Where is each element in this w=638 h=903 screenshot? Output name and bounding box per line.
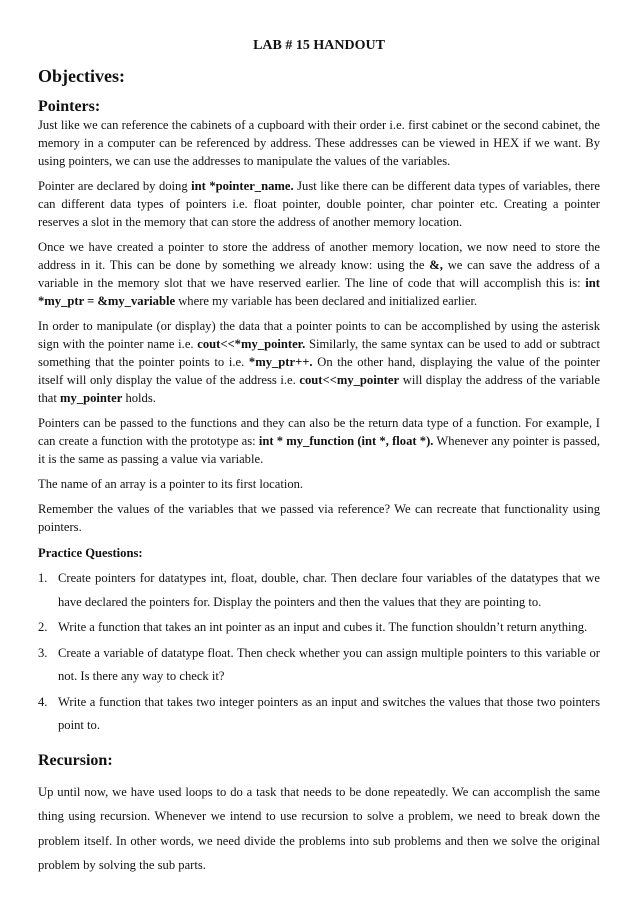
pointers-paragraph-4: In order to manipulate (or display) the data that a pointer points to can be accomplished by using the asterisk sign with the pointer name i.e. cout<<*my_pointer. Similarly, the same syntax can be used to add or subtract something that the pointer points to i.e. *my_ptr++. On the other hand, displaying the value of the pointer itself will only display the value of the address i.e. cout<<my_pointer will display the address of the variable that my_pointer holds. <box>38 319 600 405</box>
pointers-paragraph-1: Just like we can reference the cabinets of a cupboard with their order i.e. first cabinet or the second cabinet, the memory in a computer can be referenced by address. These addresses can be viewed in HEX if we want. By using pointers, we can use the addresses to manipulate the values of the variables. <box>38 118 600 168</box>
print-pointer-code: cout<<my_pointer <box>299 373 400 387</box>
list-item: 4. Write a function that takes two integer pointers as an input and switches the values that those two pointers point to. <box>38 694 600 732</box>
pointer-name-code: my_pointer <box>60 391 123 405</box>
pointers-paragraph-7: Remember the values of the variables that we passed via reference? We can recreate that functionality using pointers. <box>38 502 600 534</box>
function-prototype-code: int * my_function (int *, float *). <box>258 434 434 448</box>
practice-questions-list <box>38 567 600 738</box>
list-item: 3. Create a variable of datatype float. Then check whether you can assign multiple pointers to this variable or not. Is there any way to check it? <box>38 645 600 683</box>
list-item: 2. Write a function that takes an int pointer as an input and cubes it. The function shouldn’t return anything. <box>38 620 588 634</box>
pointers-heading: Pointers: <box>38 98 101 115</box>
list-item: 1. Create pointers for datatypes int, float, double, char. Then declare four variables of the datatypes that we have declared the pointers for. Display the pointers and then the values that they are pointing to. <box>38 571 600 609</box>
document-page <box>38 38 600 885</box>
pointers-paragraph-3: Once we have created a pointer to store the address of another memory location, we now need to store the address in it. This can be done by something we already know: using the &, we can save the address of a variable in the memory slot that we have reserved earlier. The line of code that will accomplish this is: int *my_ptr = &my_variable where my variable has been declared and initialized earlier. <box>38 240 601 308</box>
pointer-declaration-code: int *pointer_name. <box>191 179 294 193</box>
recursion-paragraph-1: Up until now, we have used loops to do a task that needs to be done repeatedly. We can accomplish the same thing using recursion. Whenever we intend to use recursion to solve a problem, we need to break down the problem itself. In other words, we need divide the problems into sub problems and then we solve the original problem by solving the sub parts. <box>38 784 600 872</box>
objectives-heading: Objectives: <box>38 66 125 86</box>
recursion-heading: Recursion: <box>38 751 113 769</box>
increment-code: *my_ptr++. <box>248 355 313 369</box>
pointers-paragraph-5: Pointers can be passed to the functions and they can also be the return data type of a function. For example, I can create a function with the prototype as: int * my_function (int *, float *). Whenever any pointer is passed, it is the same as passing a value via variable. <box>38 416 600 466</box>
pointer-assignment-code: int *my_ptr = &my_variable <box>38 276 600 308</box>
practice-questions-heading: Practice Questions: <box>38 546 143 560</box>
dereference-code: cout<<*my_pointer. <box>197 337 306 351</box>
pointers-paragraph-6: The name of an array is a pointer to its first location. <box>38 477 304 491</box>
pointers-paragraph-2: Pointer are declared by doing int *pointer_name. Just like there can be different data types of variables, there can different data types of pointers i.e. float pointer, double pointer, char pointer etc. Creating a pointer reserves a slot in the memory that can store the address of another memory location. <box>38 179 600 229</box>
document-title: LAB # 15 HANDOUT <box>253 38 385 53</box>
address-operator-code: &, <box>429 258 443 272</box>
